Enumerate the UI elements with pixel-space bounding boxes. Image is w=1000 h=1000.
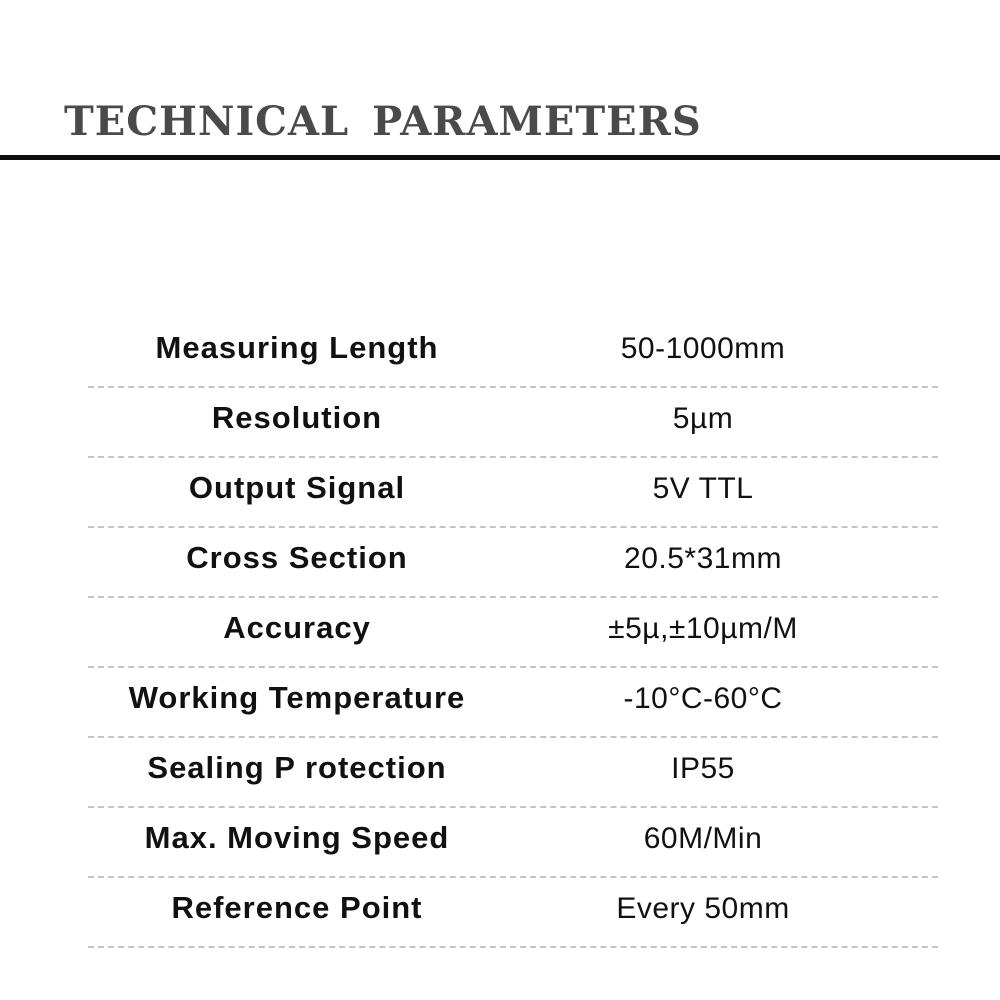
title-divider [0, 155, 1000, 160]
param-value: 60M/Min [643, 822, 763, 855]
param-label: Output Signal [188, 470, 406, 505]
param-value: IP55 [671, 752, 735, 785]
param-label: Max. Moving Speed [144, 820, 450, 855]
param-label: Cross Section [186, 540, 408, 575]
param-value: 5V TTL [652, 472, 754, 505]
param-label: Accuracy [223, 610, 371, 645]
param-label: Sealing P rotection [147, 750, 447, 785]
param-value: 5µm [672, 402, 734, 435]
param-label: Reference Point [171, 890, 423, 925]
param-row-working-temperature [88, 668, 938, 738]
param-row-accuracy [88, 598, 938, 668]
parameters-table [88, 318, 938, 948]
param-value: -10°C-60°C [623, 682, 783, 715]
param-row-reference-point [88, 878, 938, 948]
param-row-resolution [88, 388, 938, 458]
param-value: 50-1000mm [620, 332, 786, 365]
page-title: TECHNICAL PARAMETERS [64, 98, 702, 145]
param-label: Measuring Length [155, 330, 439, 365]
param-row-sealing-protection [88, 738, 938, 808]
param-row-max-moving-speed [88, 808, 938, 878]
param-row-cross-section [88, 528, 938, 598]
param-label: Resolution [211, 400, 383, 435]
param-value: Every 50mm [616, 892, 790, 925]
param-row-measuring-length [88, 318, 938, 388]
param-row-output-signal [88, 458, 938, 528]
param-label: Working Temperature [128, 680, 466, 715]
param-value: 20.5*31mm [624, 542, 782, 575]
param-value: ±5µ,±10µm/M [608, 612, 798, 645]
